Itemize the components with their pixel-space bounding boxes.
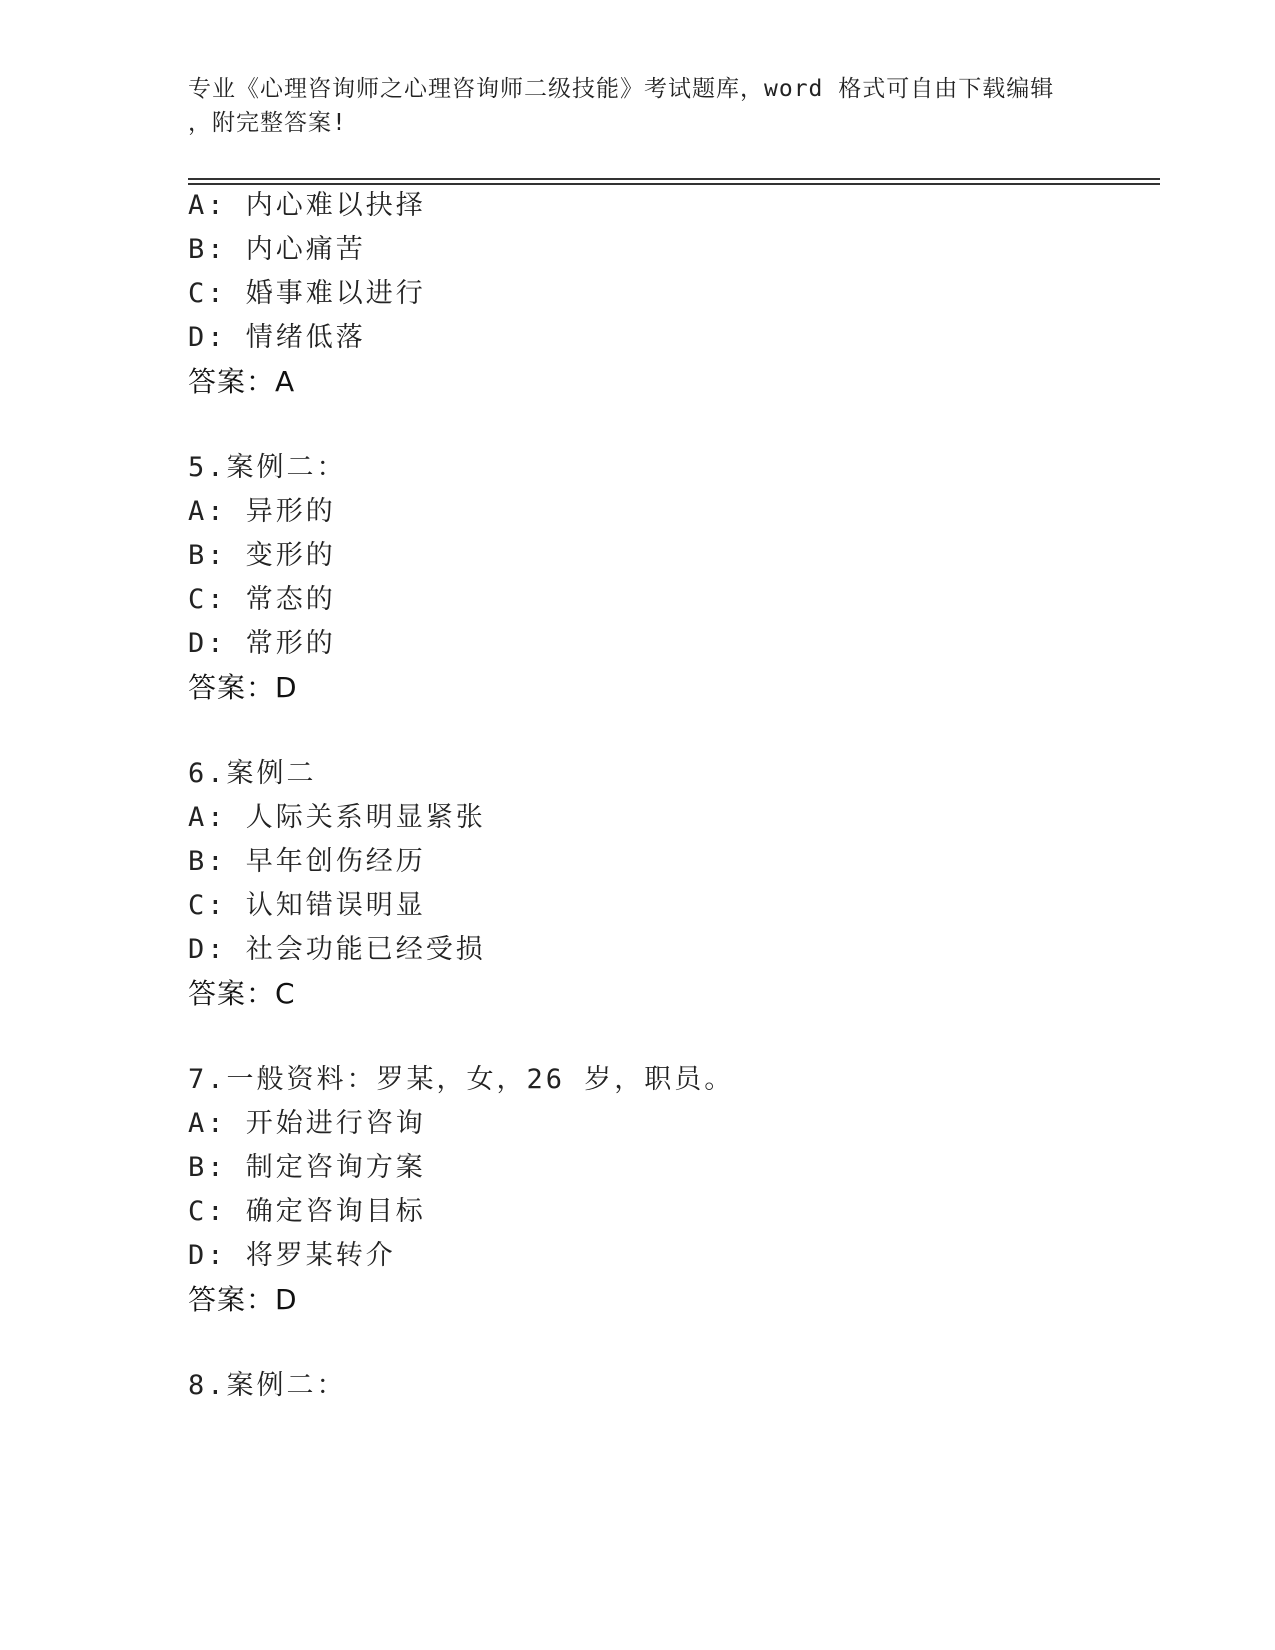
q4-option-c: C: 婚事难以进行 [188, 278, 426, 309]
q7-option-b: B: 制定咨询方案 [188, 1152, 426, 1183]
header-line-1: 专业《心理咨询师之心理咨询师二级技能》考试题库，word 格式可自由下载编辑 [188, 76, 1055, 102]
document-header [188, 72, 1068, 140]
header-line-2: ，附完整答案! [188, 110, 347, 136]
q5-option-d: D: 常形的 [188, 628, 336, 659]
q7-option-a: A: 开始进行咨询 [188, 1108, 426, 1139]
q6-title: 6.案例二 [188, 758, 317, 789]
header-divider-top [188, 178, 1160, 180]
header-divider-bottom [188, 183, 1160, 185]
q6-answer: 答案：C [188, 977, 296, 1010]
q7-title: 7.一般资料：罗某，女，26 岁，职员。 [188, 1064, 735, 1095]
q5-title: 5.案例二： [188, 452, 347, 483]
q5-option-c: C: 常态的 [188, 584, 336, 615]
q7-answer: 答案：D [188, 1283, 298, 1316]
q5-option-b: B: 变形的 [188, 540, 336, 571]
q4-option-b: B: 内心痛苦 [188, 234, 366, 265]
q6-option-a: A: 人际关系明显紧张 [188, 802, 486, 833]
q6-option-c: C: 认知错误明显 [188, 890, 426, 921]
q7-option-c: C: 确定咨询目标 [188, 1196, 426, 1227]
q4-option-a: A: 内心难以抉择 [188, 190, 426, 221]
q8-title: 8.案例二： [188, 1370, 347, 1401]
q7-option-d: D: 将罗某转介 [188, 1240, 396, 1271]
q6-option-b: B: 早年创伤经历 [188, 846, 426, 877]
q5-answer: 答案：D [188, 671, 298, 704]
q5-option-a: A: 异形的 [188, 496, 336, 527]
q6-option-d: D: 社会功能已经受损 [188, 934, 486, 965]
q4-answer: 答案：A [188, 365, 296, 398]
q4-option-d: D: 情绪低落 [188, 322, 366, 353]
